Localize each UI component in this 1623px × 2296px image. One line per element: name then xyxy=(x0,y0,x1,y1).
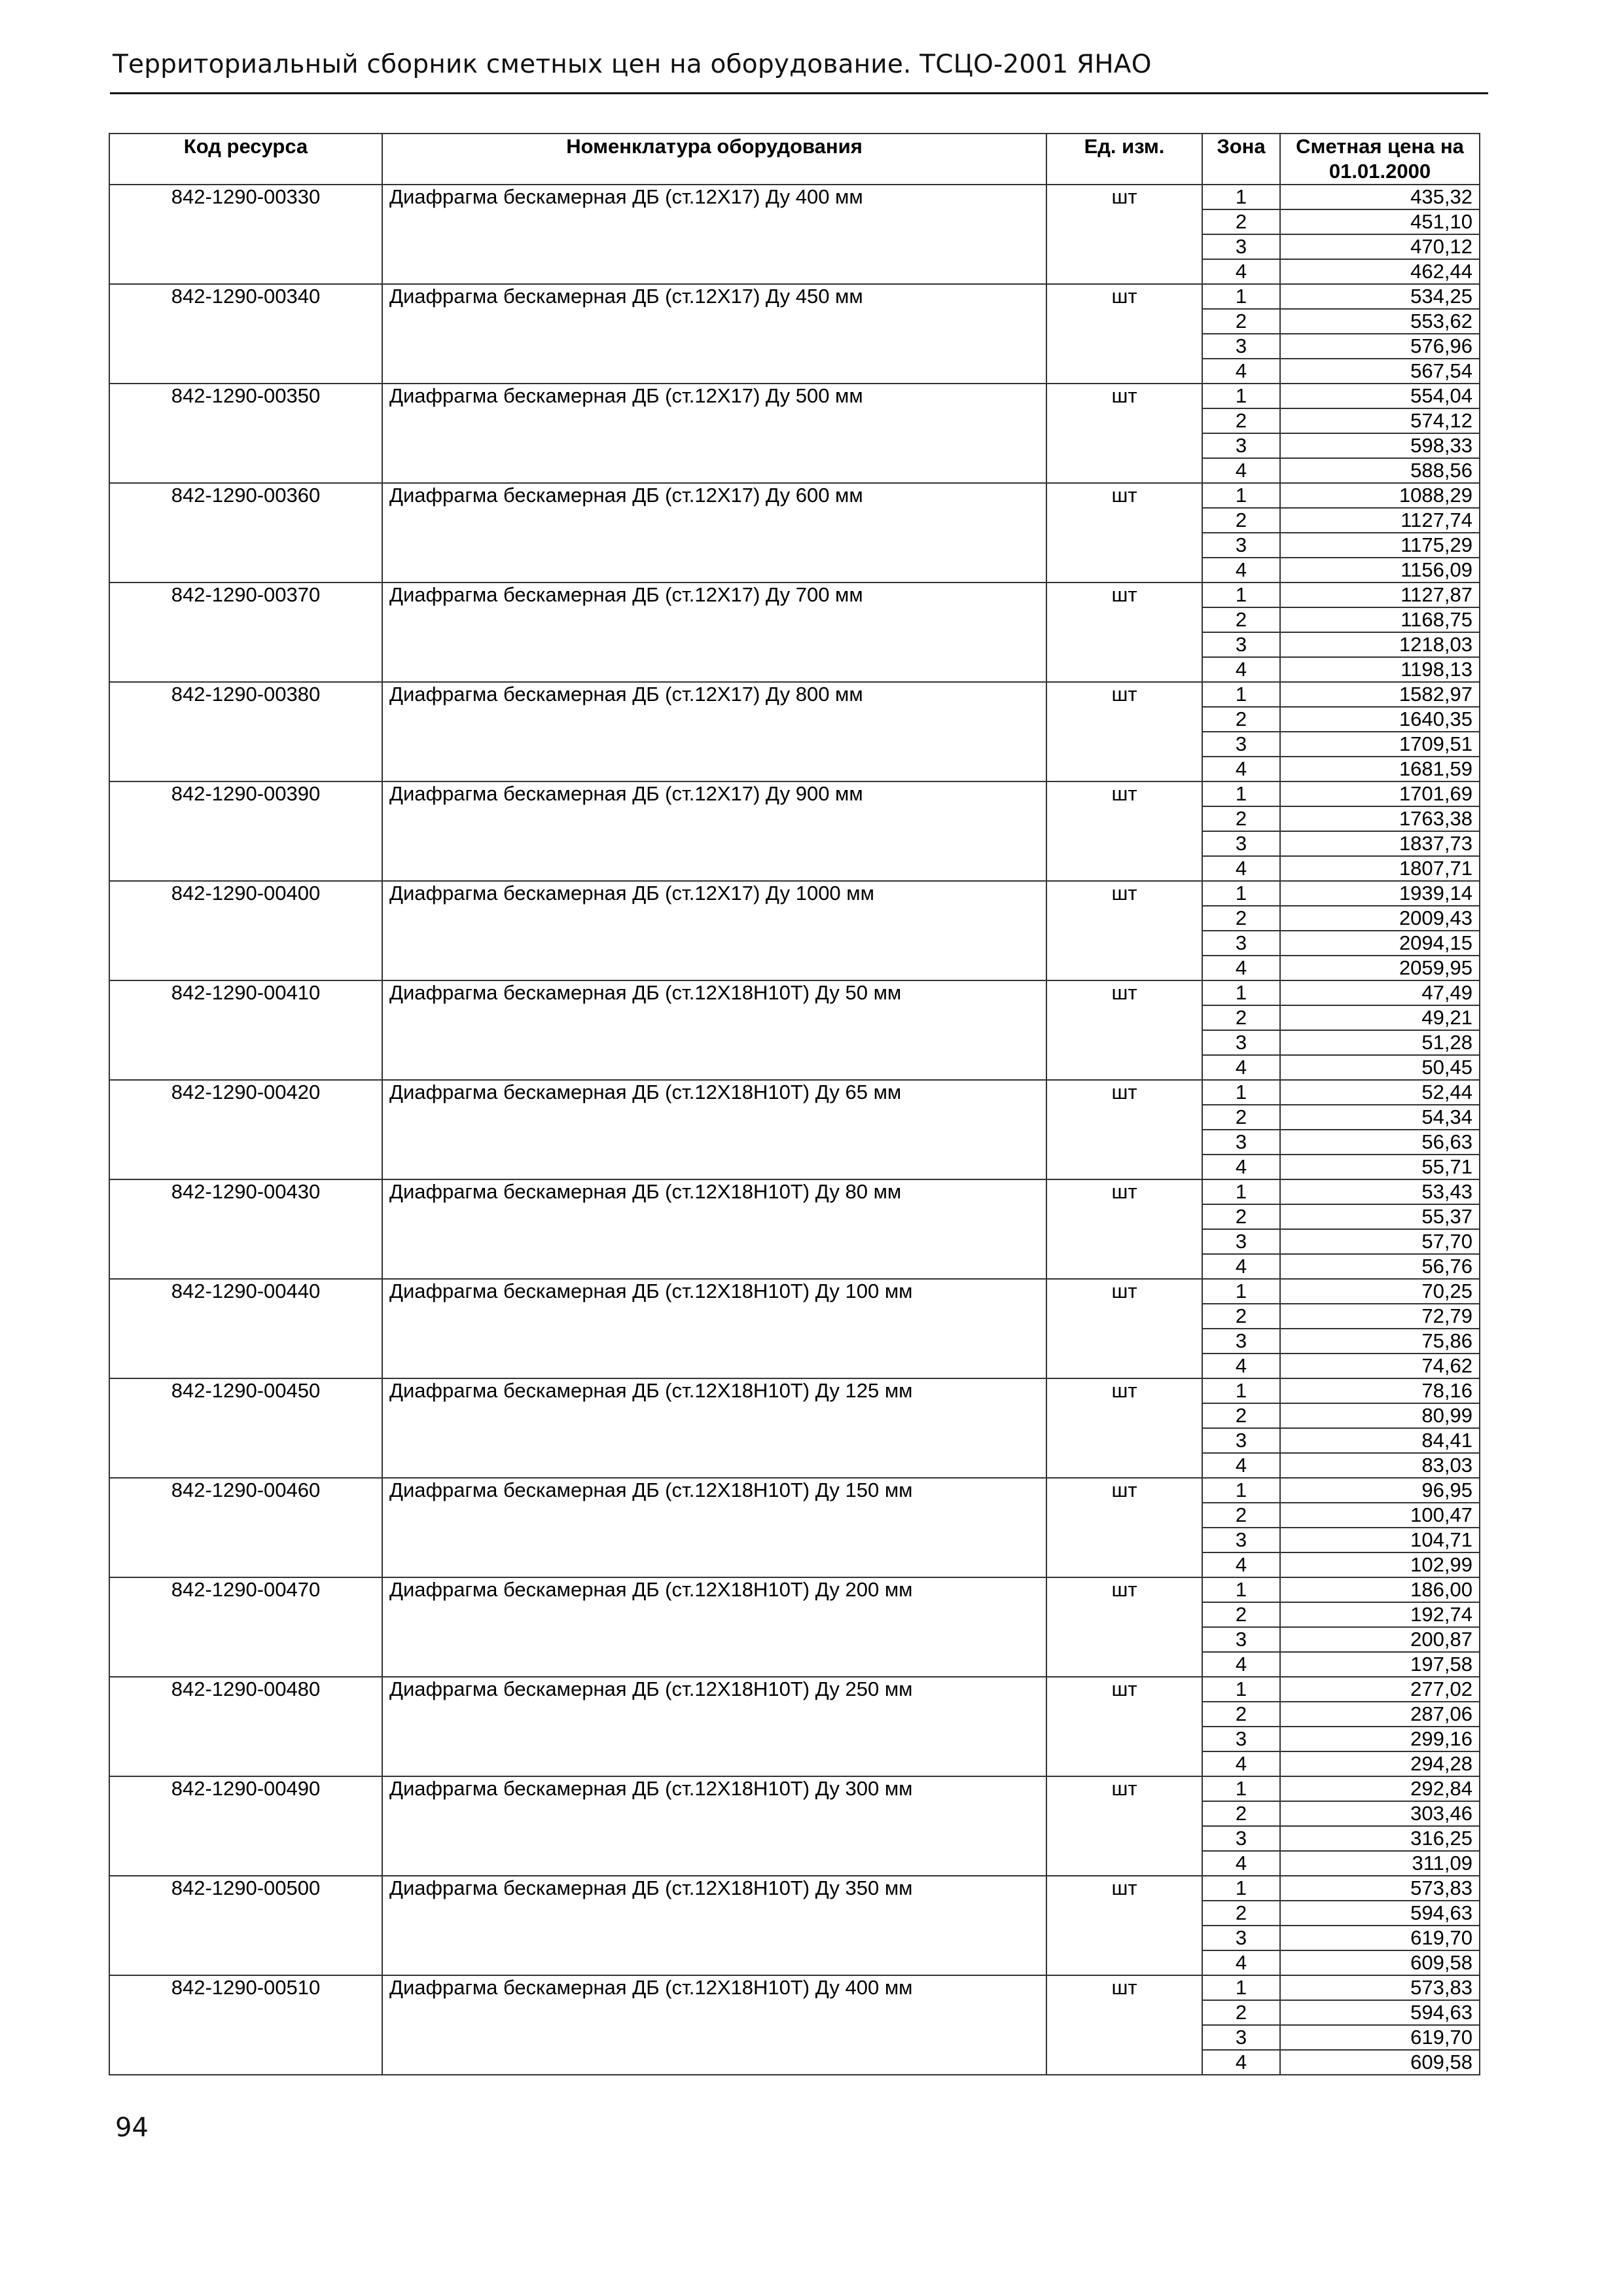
price-cell: 1127,87 xyxy=(1280,583,1480,607)
price-cell: 299,16 xyxy=(1280,1727,1480,1751)
zone-cell: 4 xyxy=(1202,1652,1280,1677)
name-cell: Диафрагма бескамерная ДБ (ст.12Х18Н10Т) Ду 200 мм xyxy=(382,1577,1046,1677)
table-row xyxy=(109,1677,1480,1702)
zone-cell: 3 xyxy=(1202,1627,1280,1652)
zone-cell: 4 xyxy=(1202,856,1280,881)
zone-cell: 4 xyxy=(1202,1851,1280,1876)
zone-cell: 1 xyxy=(1202,1677,1280,1702)
code-cell: 842-1290-00360 xyxy=(109,483,382,583)
price-cell: 470,12 xyxy=(1280,234,1480,259)
zone-cell: 3 xyxy=(1202,1727,1280,1751)
zone-cell: 4 xyxy=(1202,1254,1280,1279)
zone-cell: 1 xyxy=(1202,284,1280,309)
price-cell: 1837,73 xyxy=(1280,831,1480,856)
table-row xyxy=(109,1080,1480,1105)
zone-cell: 4 xyxy=(1202,458,1280,483)
unit-cell: шт xyxy=(1046,185,1202,284)
price-cell: 186,00 xyxy=(1280,1577,1480,1602)
zone-cell: 1 xyxy=(1202,781,1280,806)
table-row xyxy=(109,1975,1480,2000)
price-cell: 576,96 xyxy=(1280,334,1480,359)
unit-cell: шт xyxy=(1046,583,1202,682)
price-cell: 100,47 xyxy=(1280,1503,1480,1528)
price-cell: 57,70 xyxy=(1280,1229,1480,1254)
name-cell: Диафрагма бескамерная ДБ (ст.12Х18Н10Т) Ду 250 мм xyxy=(382,1677,1046,1776)
price-cell: 2059,95 xyxy=(1280,956,1480,980)
table-row xyxy=(109,483,1480,508)
zone-cell: 1 xyxy=(1202,1080,1280,1105)
zone-cell: 3 xyxy=(1202,533,1280,558)
price-cell: 462,44 xyxy=(1280,259,1480,284)
zone-cell: 2 xyxy=(1202,1801,1280,1826)
zone-cell: 4 xyxy=(1202,1453,1280,1478)
price-cell: 1168,75 xyxy=(1280,607,1480,632)
price-cell: 80,99 xyxy=(1280,1403,1480,1428)
zone-cell: 2 xyxy=(1202,1105,1280,1130)
zone-cell: 1 xyxy=(1202,185,1280,209)
price-table xyxy=(109,133,1480,2075)
code-cell: 842-1290-00500 xyxy=(109,1876,382,1975)
unit-cell: шт xyxy=(1046,682,1202,781)
price-cell: 594,63 xyxy=(1280,1901,1480,1926)
zone-cell: 3 xyxy=(1202,334,1280,359)
unit-cell: шт xyxy=(1046,384,1202,483)
unit-cell: шт xyxy=(1046,1478,1202,1577)
zone-cell: 3 xyxy=(1202,1528,1280,1552)
price-cell: 74,62 xyxy=(1280,1354,1480,1378)
price-cell: 1640,35 xyxy=(1280,707,1480,732)
zone-cell: 2 xyxy=(1202,1602,1280,1627)
price-cell: 197,58 xyxy=(1280,1652,1480,1677)
price-cell: 54,34 xyxy=(1280,1105,1480,1130)
price-cell: 96,95 xyxy=(1280,1478,1480,1503)
unit-cell: шт xyxy=(1046,483,1202,583)
table-row xyxy=(109,881,1480,906)
code-cell: 842-1290-00340 xyxy=(109,284,382,384)
name-cell: Диафрагма бескамерная ДБ (ст.12Х18Н10Т) Ду 100 мм xyxy=(382,1279,1046,1378)
zone-cell: 1 xyxy=(1202,682,1280,707)
unit-cell: шт xyxy=(1046,1378,1202,1478)
price-cell: 56,76 xyxy=(1280,1254,1480,1279)
zone-cell: 4 xyxy=(1202,558,1280,583)
column-header-zone: Зона xyxy=(1202,134,1280,185)
zone-cell: 1 xyxy=(1202,483,1280,508)
code-cell: 842-1290-00380 xyxy=(109,682,382,781)
zone-cell: 3 xyxy=(1202,1329,1280,1354)
zone-cell: 2 xyxy=(1202,1503,1280,1528)
zone-cell: 2 xyxy=(1202,1702,1280,1727)
table-row xyxy=(109,1378,1480,1403)
unit-cell: шт xyxy=(1046,1975,1202,2075)
zone-cell: 3 xyxy=(1202,831,1280,856)
zone-cell: 1 xyxy=(1202,1876,1280,1901)
table-row xyxy=(109,1876,1480,1901)
zone-cell: 2 xyxy=(1202,1005,1280,1030)
name-cell: Диафрагма бескамерная ДБ (ст.12Х17) Ду 700 мм xyxy=(382,583,1046,682)
zone-cell: 2 xyxy=(1202,508,1280,533)
price-cell: 1156,09 xyxy=(1280,558,1480,583)
zone-cell: 4 xyxy=(1202,2050,1280,2075)
price-cell: 287,06 xyxy=(1280,1702,1480,1727)
price-cell: 50,45 xyxy=(1280,1055,1480,1080)
price-cell: 1127,74 xyxy=(1280,508,1480,533)
column-header-name: Номенклатура оборудования xyxy=(382,134,1046,185)
zone-cell: 2 xyxy=(1202,1901,1280,1926)
price-cell: 2009,43 xyxy=(1280,906,1480,931)
page-header-title: Территориальный сборник сметных цен на оборудование. ТСЦО-2001 ЯНАО xyxy=(113,50,1152,79)
price-cell: 53,43 xyxy=(1280,1179,1480,1204)
price-cell: 49,21 xyxy=(1280,1005,1480,1030)
price-cell: 1709,51 xyxy=(1280,732,1480,757)
price-cell: 51,28 xyxy=(1280,1030,1480,1055)
unit-cell: шт xyxy=(1046,1179,1202,1279)
table-row xyxy=(109,980,1480,1005)
zone-cell: 2 xyxy=(1202,309,1280,334)
table-row xyxy=(109,1776,1480,1801)
price-cell: 1763,38 xyxy=(1280,806,1480,831)
code-cell: 842-1290-00330 xyxy=(109,185,382,284)
zone-cell: 4 xyxy=(1202,1950,1280,1975)
name-cell: Диафрагма бескамерная ДБ (ст.12Х18Н10Т) Ду 350 мм xyxy=(382,1876,1046,1975)
name-cell: Диафрагма бескамерная ДБ (ст.12Х17) Ду 450 мм xyxy=(382,284,1046,384)
price-cell: 277,02 xyxy=(1280,1677,1480,1702)
zone-cell: 4 xyxy=(1202,657,1280,682)
table-body xyxy=(109,185,1480,2075)
price-cell: 435,32 xyxy=(1280,185,1480,209)
price-cell: 104,71 xyxy=(1280,1528,1480,1552)
zone-cell: 1 xyxy=(1202,384,1280,408)
price-cell: 573,83 xyxy=(1280,1975,1480,2000)
table-row xyxy=(109,384,1480,408)
header-rule xyxy=(110,92,1488,94)
price-cell: 102,99 xyxy=(1280,1552,1480,1577)
zone-cell: 2 xyxy=(1202,707,1280,732)
table-header-row xyxy=(109,134,1480,185)
code-cell: 842-1290-00490 xyxy=(109,1776,382,1876)
zone-cell: 4 xyxy=(1202,1055,1280,1080)
zone-cell: 3 xyxy=(1202,632,1280,657)
unit-cell: шт xyxy=(1046,1577,1202,1677)
unit-cell: шт xyxy=(1046,781,1202,881)
price-cell: 594,63 xyxy=(1280,2000,1480,2025)
code-cell: 842-1290-00510 xyxy=(109,1975,382,2075)
unit-cell: шт xyxy=(1046,1080,1202,1179)
zone-cell: 3 xyxy=(1202,1926,1280,1950)
code-cell: 842-1290-00430 xyxy=(109,1179,382,1279)
price-cell: 609,58 xyxy=(1280,1950,1480,1975)
price-cell: 311,09 xyxy=(1280,1851,1480,1876)
price-cell: 1175,29 xyxy=(1280,533,1480,558)
name-cell: Диафрагма бескамерная ДБ (ст.12Х17) Ду 1000 мм xyxy=(382,881,1046,980)
unit-cell: шт xyxy=(1046,284,1202,384)
price-cell: 75,86 xyxy=(1280,1329,1480,1354)
zone-cell: 4 xyxy=(1202,1354,1280,1378)
price-cell: 47,49 xyxy=(1280,980,1480,1005)
price-cell: 78,16 xyxy=(1280,1378,1480,1403)
price-cell: 567,54 xyxy=(1280,359,1480,384)
table-row xyxy=(109,781,1480,806)
name-cell: Диафрагма бескамерная ДБ (ст.12Х17) Ду 400 мм xyxy=(382,185,1046,284)
zone-cell: 1 xyxy=(1202,1776,1280,1801)
price-cell: 534,25 xyxy=(1280,284,1480,309)
price-cell: 1198,13 xyxy=(1280,657,1480,682)
price-cell: 574,12 xyxy=(1280,408,1480,433)
zone-cell: 1 xyxy=(1202,1478,1280,1503)
column-header-price: Сметная цена на 01.01.2000 xyxy=(1280,134,1480,185)
zone-cell: 1 xyxy=(1202,1577,1280,1602)
price-cell: 609,58 xyxy=(1280,2050,1480,2075)
zone-cell: 1 xyxy=(1202,1975,1280,2000)
zone-cell: 2 xyxy=(1202,408,1280,433)
zone-cell: 2 xyxy=(1202,1304,1280,1329)
price-cell: 1582,97 xyxy=(1280,682,1480,707)
name-cell: Диафрагма бескамерная ДБ (ст.12Х18Н10Т) Ду 150 мм xyxy=(382,1478,1046,1577)
code-cell: 842-1290-00400 xyxy=(109,881,382,980)
price-cell: 292,84 xyxy=(1280,1776,1480,1801)
code-cell: 842-1290-00450 xyxy=(109,1378,382,1478)
price-cell: 316,25 xyxy=(1280,1826,1480,1851)
zone-cell: 1 xyxy=(1202,1279,1280,1304)
name-cell: Диафрагма бескамерная ДБ (ст.12Х18Н10Т) Ду 80 мм xyxy=(382,1179,1046,1279)
table-row xyxy=(109,682,1480,707)
price-cell: 598,33 xyxy=(1280,433,1480,458)
price-cell: 55,37 xyxy=(1280,1204,1480,1229)
price-cell: 72,79 xyxy=(1280,1304,1480,1329)
name-cell: Диафрагма бескамерная ДБ (ст.12Х18Н10Т) Ду 65 мм xyxy=(382,1080,1046,1179)
zone-cell: 4 xyxy=(1202,1155,1280,1179)
price-cell: 2094,15 xyxy=(1280,931,1480,956)
name-cell: Диафрагма бескамерная ДБ (ст.12Х18Н10Т) Ду 300 мм xyxy=(382,1776,1046,1876)
zone-cell: 1 xyxy=(1202,583,1280,607)
zone-cell: 4 xyxy=(1202,757,1280,781)
column-header-code: Код ресурса xyxy=(109,134,382,185)
zone-cell: 1 xyxy=(1202,1378,1280,1403)
page-number: 94 xyxy=(115,2113,149,2143)
table-row xyxy=(109,284,1480,309)
zone-cell: 3 xyxy=(1202,1229,1280,1254)
zone-cell: 1 xyxy=(1202,1179,1280,1204)
zone-cell: 1 xyxy=(1202,980,1280,1005)
zone-cell: 1 xyxy=(1202,881,1280,906)
unit-cell: шт xyxy=(1046,1677,1202,1776)
price-cell: 1218,03 xyxy=(1280,632,1480,657)
zone-cell: 2 xyxy=(1202,1403,1280,1428)
zone-cell: 3 xyxy=(1202,2025,1280,2050)
table-row xyxy=(109,583,1480,607)
price-cell: 588,56 xyxy=(1280,458,1480,483)
price-cell: 573,83 xyxy=(1280,1876,1480,1901)
table-row xyxy=(109,1279,1480,1304)
name-cell: Диафрагма бескамерная ДБ (ст.12Х17) Ду 500 мм xyxy=(382,384,1046,483)
zone-cell: 2 xyxy=(1202,806,1280,831)
column-header-unit: Ед. изм. xyxy=(1046,134,1202,185)
price-cell: 619,70 xyxy=(1280,2025,1480,2050)
name-cell: Диафрагма бескамерная ДБ (ст.12Х17) Ду 800 мм xyxy=(382,682,1046,781)
zone-cell: 2 xyxy=(1202,906,1280,931)
zone-cell: 3 xyxy=(1202,234,1280,259)
name-cell: Диафрагма бескамерная ДБ (ст.12Х17) Ду 600 мм xyxy=(382,483,1046,583)
unit-cell: шт xyxy=(1046,980,1202,1080)
table-row xyxy=(109,1577,1480,1602)
zone-cell: 4 xyxy=(1202,956,1280,980)
zone-cell: 2 xyxy=(1202,2000,1280,2025)
price-cell: 84,41 xyxy=(1280,1428,1480,1453)
zone-cell: 3 xyxy=(1202,1030,1280,1055)
price-cell: 1088,29 xyxy=(1280,483,1480,508)
unit-cell: шт xyxy=(1046,881,1202,980)
code-cell: 842-1290-00370 xyxy=(109,583,382,682)
zone-cell: 4 xyxy=(1202,1751,1280,1776)
code-cell: 842-1290-00390 xyxy=(109,781,382,881)
price-cell: 83,03 xyxy=(1280,1453,1480,1478)
zone-cell: 3 xyxy=(1202,1428,1280,1453)
price-cell: 294,28 xyxy=(1280,1751,1480,1776)
zone-cell: 3 xyxy=(1202,931,1280,956)
name-cell: Диафрагма бескамерная ДБ (ст.12Х17) Ду 900 мм xyxy=(382,781,1046,881)
price-cell: 52,44 xyxy=(1280,1080,1480,1105)
price-cell: 1681,59 xyxy=(1280,757,1480,781)
name-cell: Диафрагма бескамерная ДБ (ст.12Х18Н10Т) Ду 400 мм xyxy=(382,1975,1046,2075)
code-cell: 842-1290-00480 xyxy=(109,1677,382,1776)
zone-cell: 2 xyxy=(1202,1204,1280,1229)
price-cell: 303,46 xyxy=(1280,1801,1480,1826)
unit-cell: шт xyxy=(1046,1876,1202,1975)
price-cell: 554,04 xyxy=(1280,384,1480,408)
price-cell: 56,63 xyxy=(1280,1130,1480,1155)
table-row xyxy=(109,185,1480,209)
table-row xyxy=(109,1478,1480,1503)
price-cell: 192,74 xyxy=(1280,1602,1480,1627)
name-cell: Диафрагма бескамерная ДБ (ст.12Х18Н10Т) Ду 125 мм xyxy=(382,1378,1046,1478)
price-cell: 619,70 xyxy=(1280,1926,1480,1950)
code-cell: 842-1290-00420 xyxy=(109,1080,382,1179)
unit-cell: шт xyxy=(1046,1279,1202,1378)
zone-cell: 2 xyxy=(1202,209,1280,234)
table-row xyxy=(109,1179,1480,1204)
code-cell: 842-1290-00410 xyxy=(109,980,382,1080)
code-cell: 842-1290-00350 xyxy=(109,384,382,483)
code-cell: 842-1290-00470 xyxy=(109,1577,382,1677)
price-cell: 451,10 xyxy=(1280,209,1480,234)
zone-cell: 4 xyxy=(1202,1552,1280,1577)
price-cell: 70,25 xyxy=(1280,1279,1480,1304)
name-cell: Диафрагма бескамерная ДБ (ст.12Х18Н10Т) Ду 50 мм xyxy=(382,980,1046,1080)
price-cell: 1939,14 xyxy=(1280,881,1480,906)
unit-cell: шт xyxy=(1046,1776,1202,1876)
zone-cell: 3 xyxy=(1202,732,1280,757)
price-cell: 553,62 xyxy=(1280,309,1480,334)
price-cell: 1807,71 xyxy=(1280,856,1480,881)
code-cell: 842-1290-00460 xyxy=(109,1478,382,1577)
price-cell: 55,71 xyxy=(1280,1155,1480,1179)
zone-cell: 3 xyxy=(1202,1130,1280,1155)
zone-cell: 3 xyxy=(1202,1826,1280,1851)
code-cell: 842-1290-00440 xyxy=(109,1279,382,1378)
price-cell: 1701,69 xyxy=(1280,781,1480,806)
price-cell: 200,87 xyxy=(1280,1627,1480,1652)
zone-cell: 4 xyxy=(1202,259,1280,284)
zone-cell: 4 xyxy=(1202,359,1280,384)
zone-cell: 3 xyxy=(1202,433,1280,458)
zone-cell: 2 xyxy=(1202,607,1280,632)
